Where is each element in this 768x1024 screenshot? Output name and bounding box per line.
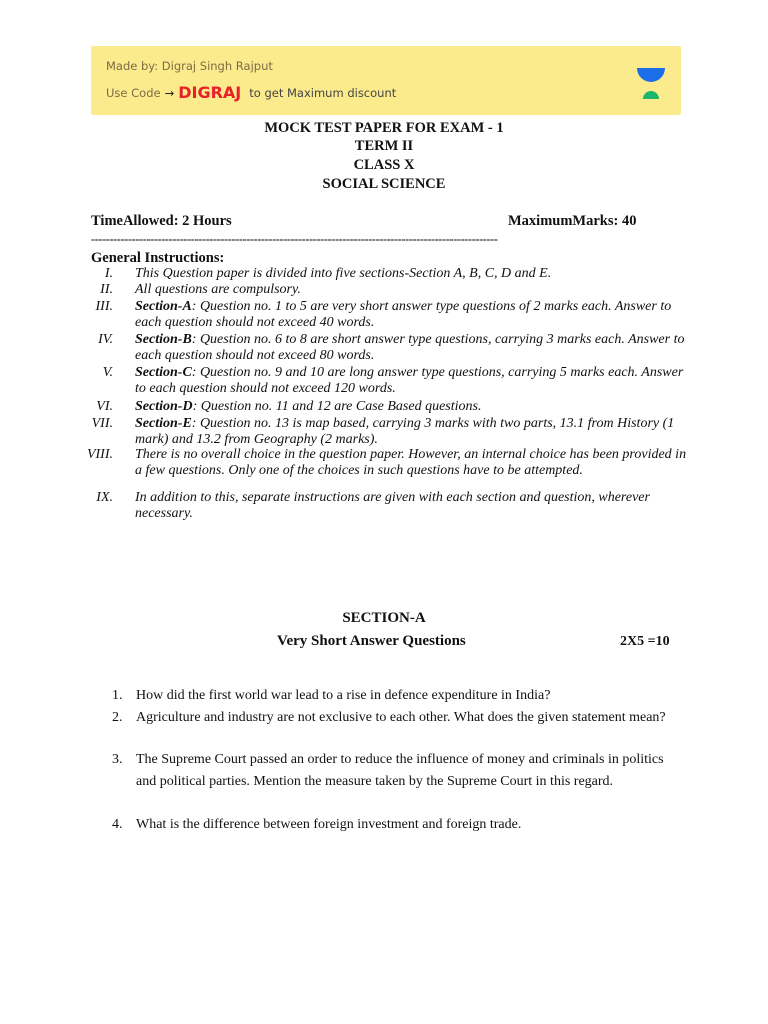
made-by-text: Made by: Digraj Singh Rajput xyxy=(106,59,273,73)
question-text: What is the difference between foreign investment and foreign trade. xyxy=(136,817,522,832)
instruction-number: VI. xyxy=(96,399,113,414)
promo-banner xyxy=(91,46,681,115)
instruction-number: VII. xyxy=(91,416,113,431)
question-text: How did the first world war lead to a rise in defence expenditure in India? xyxy=(136,688,551,703)
question-number: 1. xyxy=(112,688,123,703)
instruction-text: There is no overall choice in the question paper. However, an internal choice has been provided in a few questions. Only one of the choices in such questions have to be attempted. xyxy=(135,447,687,478)
instruction-text: Section-A: Question no. 1 to 5 are very short answer type questions of 2 marks each. Answer to each question should not exceed 40 words. xyxy=(135,299,672,330)
instruction-number: I. xyxy=(104,266,113,281)
instruction-number: V. xyxy=(102,365,113,380)
instruction-text: In addition to this, separate instructions are given with each section and question, wherever necessary. xyxy=(135,490,650,521)
instruction-text: Section-C: Question no. 9 and 10 are long answer type questions, carrying 5 marks each. Answer to each question should not exceed 120 words. xyxy=(135,365,684,396)
section-a-title: SECTION-A xyxy=(342,610,426,626)
divider: -------------------------------------------------------------------------------------------------------------- xyxy=(91,232,498,246)
class-title: CLASS X xyxy=(353,157,415,173)
instruction-number: IV. xyxy=(98,332,113,347)
instruction-text: This Question paper is divided into five sections-Section A, B, C, D and E. xyxy=(135,266,552,281)
unacademy-logo-icon xyxy=(631,64,671,100)
question-text: Agriculture and industry are not exclusive to each other. What does the given statement mean? xyxy=(136,710,666,725)
instruction-number: III. xyxy=(95,299,113,314)
instruction-text: Section-B: Question no. 6 to 8 are short answer type questions, carrying 3 marks each. Answer to each question should not exceed 80 words. xyxy=(135,332,685,363)
exam-title: MOCK TEST PAPER FOR EXAM - 1 xyxy=(264,120,504,136)
instruction-number: IX. xyxy=(96,490,113,505)
subject-title: SOCIAL SCIENCE xyxy=(322,176,446,192)
use-code-label: Use Code xyxy=(106,86,161,100)
question-number: 2. xyxy=(112,710,123,725)
made-by-line xyxy=(106,59,273,73)
question-number: 4. xyxy=(112,817,123,832)
instruction-text: All questions are compulsory. xyxy=(135,282,301,297)
section-a-subtitle: Very Short Answer Questions xyxy=(277,633,466,649)
question-number: 3. xyxy=(112,752,123,767)
instruction-number: VIII. xyxy=(86,447,113,462)
question-text: The Supreme Court passed an order to reduce the influence of money and criminals in politics and political parties. Mention the measure taken by the Supreme Court in this regard. xyxy=(136,752,664,789)
promo-code: DIGRAJ xyxy=(178,83,242,102)
maximum-marks: MaximumMarks: 40 xyxy=(508,213,637,229)
arrow-icon: → xyxy=(164,86,175,100)
instruction-number: II. xyxy=(100,282,113,297)
discount-text: to get Maximum discount xyxy=(249,86,397,100)
use-code-line xyxy=(106,83,396,102)
term-title: TERM II xyxy=(354,138,414,154)
instruction-text: Section-D: Question no. 11 and 12 are Case Based questions. xyxy=(135,399,482,414)
section-a-marks: 2X5 =10 xyxy=(620,634,670,649)
time-allowed: TimeAllowed: 2 Hours xyxy=(91,213,232,229)
general-instructions-title: General Instructions: xyxy=(91,250,225,266)
instruction-text: Section-E: Question no. 13 is map based, carrying 3 marks with two parts, 13.1 from History (1 mark) and 13.2 from Geography (2 marks). xyxy=(135,416,675,447)
